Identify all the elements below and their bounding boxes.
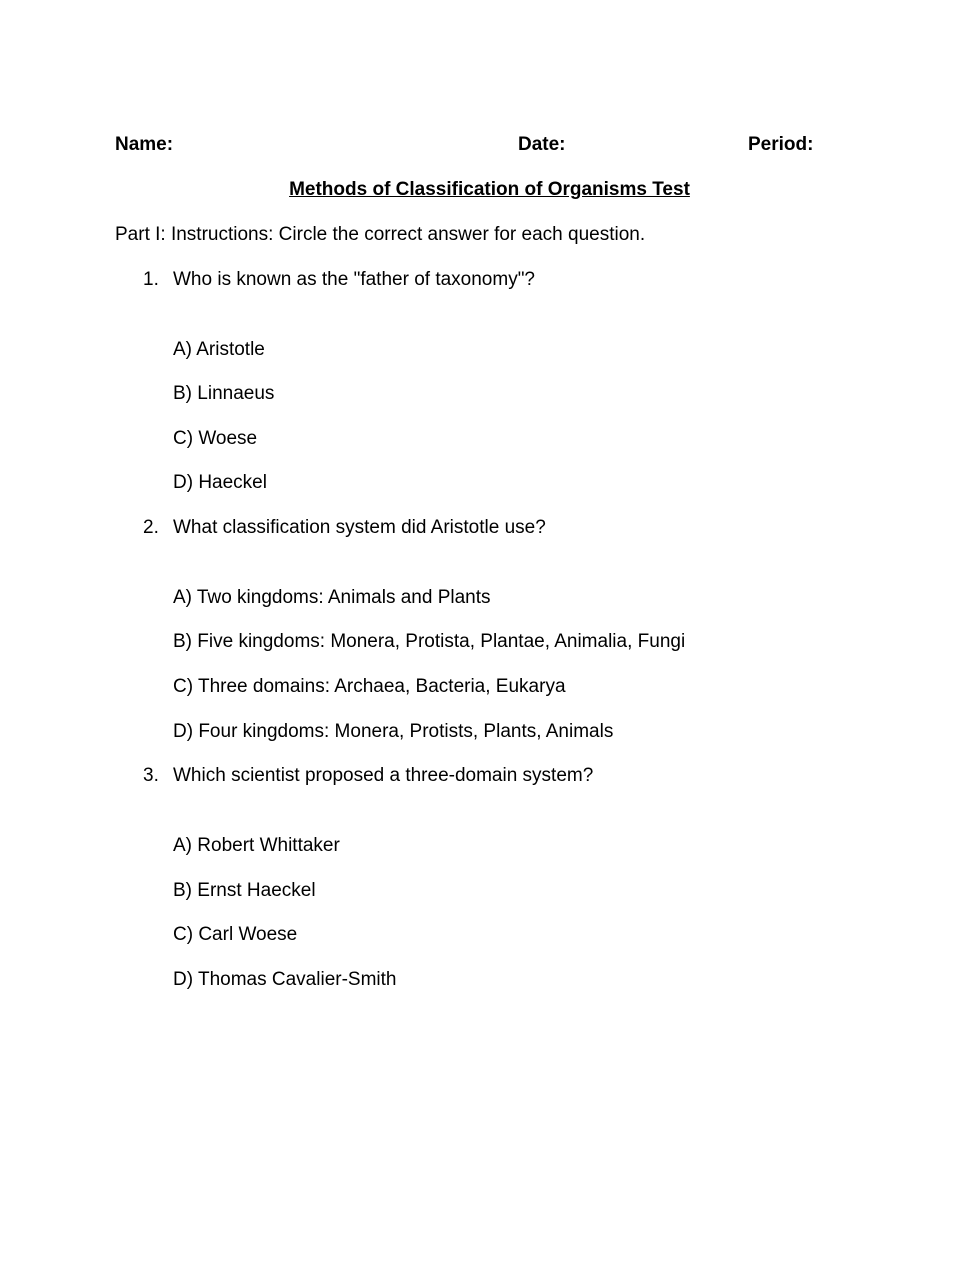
- period-label: Period:: [748, 134, 814, 155]
- question-2: [143, 517, 546, 539]
- question-2-option-d[interactable]: D) Four kingdoms: Monera, Protists, Plants, Animals: [173, 721, 614, 742]
- instructions: Part I: Instructions: Circle the correct answer for each question.: [115, 224, 646, 245]
- question-1-option-c[interactable]: C) Woese: [173, 428, 258, 449]
- question-1: [143, 269, 535, 291]
- question-1-option-a[interactable]: A) Aristotle: [173, 339, 265, 360]
- question-number: 1.: [143, 269, 159, 290]
- question-3-option-d[interactable]: D) Thomas Cavalier-Smith: [173, 969, 397, 990]
- question-3: [143, 765, 593, 787]
- question-text: Which scientist proposed a three-domain system?: [173, 765, 594, 786]
- question-1-option-d[interactable]: D) Haeckel: [173, 472, 267, 493]
- question-1-option-b[interactable]: B) Linnaeus: [173, 383, 275, 404]
- question-number: 2.: [143, 517, 159, 538]
- test-title: Methods of Classification of Organisms Test: [289, 179, 690, 200]
- date-label: Date:: [518, 134, 566, 155]
- question-3-option-a[interactable]: A) Robert Whittaker: [173, 835, 340, 856]
- question-2-option-b[interactable]: B) Five kingdoms: Monera, Protista, Plantae, Animalia, Fungi: [173, 631, 686, 652]
- question-2-option-c[interactable]: C) Three domains: Archaea, Bacteria, Eukarya: [173, 676, 566, 697]
- question-number: 3.: [143, 765, 159, 786]
- question-text: What classification system did Aristotle use?: [173, 517, 546, 538]
- question-3-option-c[interactable]: C) Carl Woese: [173, 924, 298, 945]
- question-text: Who is known as the "father of taxonomy"?: [173, 269, 536, 290]
- question-3-option-b[interactable]: B) Ernst Haeckel: [173, 880, 316, 901]
- question-2-option-a[interactable]: A) Two kingdoms: Animals and Plants: [173, 587, 491, 608]
- name-label: Name:: [115, 134, 174, 155]
